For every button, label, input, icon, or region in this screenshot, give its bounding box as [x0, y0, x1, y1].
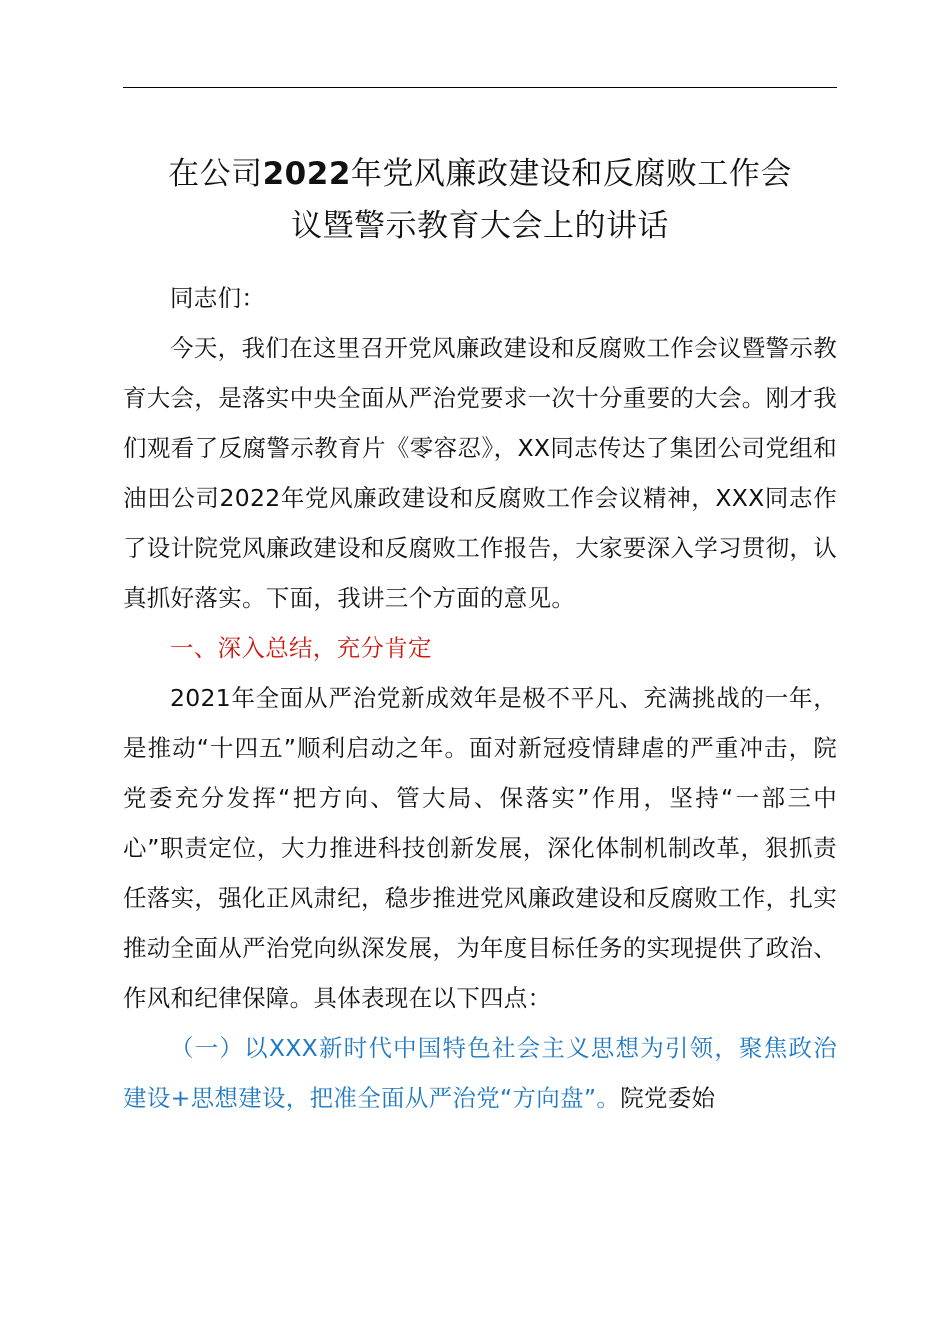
title-year: 2022	[262, 156, 351, 192]
section-heading-1: 一、深入总结，充分肯定	[170, 634, 432, 662]
subsection-paragraph	[123, 1023, 837, 1123]
subsection-heading-1: （一）以XXX新时代中国特色社会主义思想为引领，聚焦政治建设+思想建设，把准全面从严治党“方向盘”。	[123, 1034, 837, 1112]
document-body	[123, 273, 837, 1123]
header-rule	[123, 87, 837, 88]
title-prefix: 在公司	[168, 156, 263, 192]
document-title	[90, 148, 870, 252]
subsection-text-start: 院党委始	[620, 1084, 716, 1112]
title-suffix: 年党风廉政建设和反腐败工作会	[350, 156, 792, 192]
summary-paragraph: 2021年全面从严治党新成效年是极不平凡、充满挑战的一年，是推动“十四五”顺利启动之年。面对新冠疫情肆虐的严重冲击，院党委充分发挥“把方向、管大局、保落实”作用，坚持“一部三中心”职责定位，大力推进科技创新发展，深化体制机制改革，狠抓责任落实，强化正风肃纪，稳步推进党风廉政建设和反腐败工作，扎实推动全面从严治党向纵深发展，为年度目标任务的实现提供了政治、作风和纪律保障。具体表现在以下四点：	[123, 684, 837, 1012]
title-line-2: 议暨警示教育大会上的讲话	[291, 208, 669, 244]
intro-paragraph: 今天，我们在这里召开党风廉政建设和反腐败工作会议暨警示教育大会，是落实中央全面从严治党要求一次十分重要的大会。刚才我们观看了反腐警示教育片《零容忍》，XX同志传达了集团公司党组和油田公司2022年党风廉政建设和反腐败工作会议精神，XXX同志作了设计院党风廉政建设和反腐败工作报告，大家要深入学习贯彻，认真抓好落实。下面，我讲三个方面的意见。	[123, 334, 837, 612]
salutation: 同志们：	[170, 284, 266, 312]
